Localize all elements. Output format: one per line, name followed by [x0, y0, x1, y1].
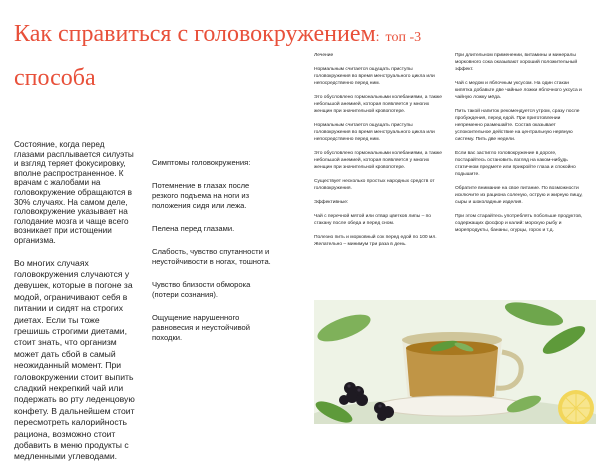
- treatment-paragraph: Нормальным считается ощущать приступы головокружения во время менструального цикла или непосредственно перед ним.: [314, 67, 435, 86]
- intro-paragraph: Во многих случаях головокружения случаются у девушек, которые в погоне за модой, ограничивают себя в питании и сидят на строгих диетах. Если ты тоже грешишь строгими диетами, стоит знать, что организм может дать сбой в самый неожиданный момент. При головокружении стоит выпить сладкий некрепкий чай или подержать во рту леденцовую конфету. В дальнейшем стоит пересмотреть калорийность рациона, возможно стоит добавить в меню продукты с медленными углеводами.: [14, 257, 135, 462]
- treatment-paragraph: Нормальным считается ощущать приступы головокружения во время менструального цикла или непосредственно перед ним.: [314, 123, 435, 142]
- intro-paragraph: Состояние, когда перед глазами расплывается силуэты и взгляд теряет фокусировку, вполне распространенное. К врачам с жалобами на головокружение обращаются в 30% случаях. На самом деле, головокружение указывает на голодание мозга и чаще всего возникает при истощении организма.: [14, 140, 134, 245]
- treatment-paragraph: Это обусловлено гормональными колебаниями, а также небольшой анемией, которая появляется у многих женщин при значительной кровопотере.: [314, 95, 442, 114]
- tips-paragraph: При этом старайтесь употреблять побольше продуктов, содержащих фосфор и калий: морскую рыбу и морепродукты, бананы, огурцы, горох и т.д.: [455, 214, 583, 233]
- treatment-paragraph: Существует несколько простых народных средств от головокружения.: [314, 179, 435, 191]
- tips-paragraph: Если вас застигло головокружение в дороге, постарайтесь остановить взгляд на каком-нибудь статичном предмете или прикройте глаза и спокойно подышите.: [455, 151, 576, 177]
- column-intro: [14, 140, 136, 475]
- tips-paragraph: Пить такой напиток рекомендуется утром, сразу после пробуждения, перед едой. При приготовлении непременно размешайте. Состав оказывает успокоительное действие на центральную нервную систему. Пить две недели.: [455, 109, 580, 142]
- treatment-paragraph: Это обусловлено гормональными колебаниями, а также небольшой анемией, которая появляется у многих женщин при значительной кровопотере.: [314, 151, 442, 170]
- symptom-item: Пелена перед глазами.: [152, 224, 235, 233]
- title-separator: :: [375, 30, 380, 45]
- tips-paragraph: При длительном применении, витамины и минералы морковного сока оказывают хороший положительный эффект.: [455, 53, 578, 72]
- treatment-subheading: Эффективные:: [314, 200, 349, 205]
- column-treatment: [314, 52, 444, 255]
- column-symptoms: [152, 158, 276, 356]
- treatment-heading: Лечение: [314, 53, 334, 58]
- tips-paragraph: Обратите внимание на свое питание. По возможности исключите из рациона соленую, острую и жирную пищу, сыры и шоколадные изделия.: [455, 186, 583, 205]
- symptoms-heading: Симптомы головокружения:: [152, 158, 251, 167]
- treatment-paragraph: Полезно пить и морковный сок перед едой по 100 мл. Желательно – минимум три раза в день.: [314, 235, 437, 247]
- title-line2: способа: [14, 65, 96, 91]
- title-suffix: топ -3: [385, 30, 422, 45]
- symptom-item: Слабость, чувство спутанности и неустойчивости в ногах, тошнота.: [152, 247, 271, 266]
- tea-photo: [314, 300, 596, 424]
- title-main: Как справиться с головокружением: [14, 21, 376, 47]
- tips-paragraph: Чай с медом и яблочным уксусом. На один стакан кипятка добавьте две чайные ложки яблочного уксуса и чайную ложку мёда.: [455, 81, 582, 100]
- column-tips: [455, 52, 583, 241]
- symptom-item: Потемнение в глазах после резкого подъема на ноги из положения сидя или лежа.: [152, 181, 250, 210]
- symptom-item: Чувство близости обморока (потери сознания).: [152, 280, 251, 299]
- treatment-paragraph: Чай с перечной мятой или отвар цветков липы – по стакану после обеда и перед сном.: [314, 214, 432, 226]
- symptom-item: Ощущение нарушенного равновесия и неустойчивой походки.: [152, 313, 250, 342]
